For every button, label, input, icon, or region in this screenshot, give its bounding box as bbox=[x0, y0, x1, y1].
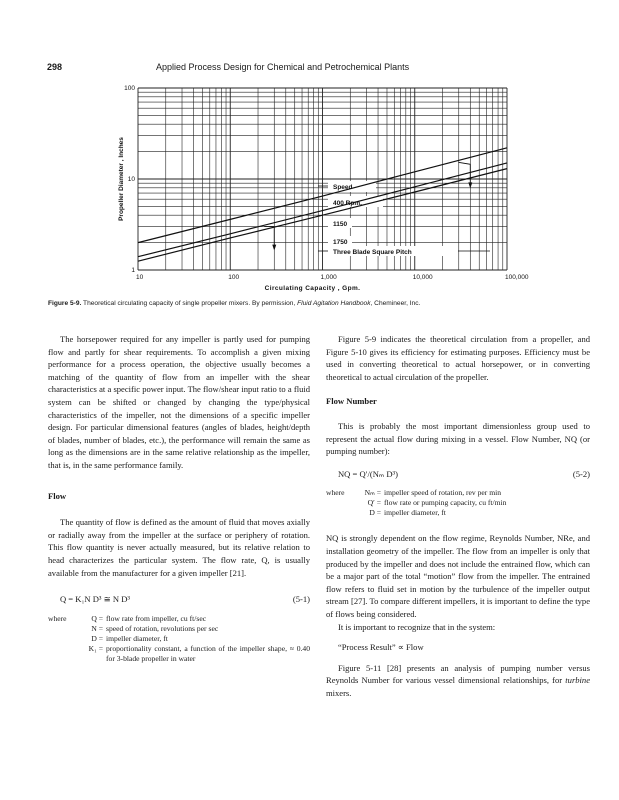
right-column bbox=[326, 333, 590, 699]
def-text: impeller speed of rotation, rev per min bbox=[384, 488, 502, 498]
equation-number: (5-1) bbox=[292, 594, 310, 605]
y-tick-label: 100 bbox=[124, 85, 135, 92]
def-symbol: Nₘ = bbox=[364, 488, 381, 498]
chart-annotation: 400 Rpm. bbox=[333, 200, 362, 207]
section-heading-flow-number: Flow Number bbox=[326, 396, 377, 407]
where-label: where bbox=[326, 488, 345, 498]
chart-annotation: 1750 bbox=[333, 239, 348, 246]
def-text: proportionality constant, a function of the impeller shape, ≈ 0.40 for 3-blade propeller in water bbox=[106, 643, 310, 663]
figure-label: Figure 5-9. bbox=[48, 300, 82, 307]
definitions-list bbox=[326, 488, 590, 518]
chart-annotation: 1150 bbox=[333, 221, 348, 228]
def-symbol: N = bbox=[91, 623, 103, 633]
x-tick-label: 10,000 bbox=[412, 274, 433, 281]
equation-5-1 bbox=[48, 593, 310, 606]
x-axis-label: Circulating Capacity , Gpm. bbox=[264, 285, 361, 292]
def-text: impeller diameter, ft bbox=[384, 508, 446, 518]
relation: “Process Result” ∝ Flow bbox=[338, 642, 424, 653]
paragraph: The horsepower required for any impeller is partly used for pumping flow and partly for shear requirements. To accomplish a given mixing performance for a process operation, the objective usually becomes a matching of the quantity of flow from an impeller with the shear characteristics at a specific power input. The flow/shear input ratio to a fluid system can be shifted or changed by changing the type/physical characteristics of the impeller, not the dimensions of a specific impeller design. For particular dimensional features (angles of blades, height/depth of blades, number of blades, etc.), the performance will remain the same as long as the dimensions are in the same relative relationship as the impeller, that is, in the same performance family. bbox=[48, 334, 310, 470]
equation-body: Q = K₁N D³ ≅ N D³ bbox=[60, 594, 130, 605]
paragraph: NQ is strongly dependent on the flow regime, Reynolds Number, NRe, and installation geometry of the impeller. The flow from an impeller is only that produced by the impeller and does not include the entrained flow, which can be a major part of the total “motion” flow from the impeller. The entrained flow refers to fluid set in motion by the turbulence of the impeller output stream [27]. To compare different impellers, it is important to define the type of flows being considered. bbox=[326, 533, 590, 619]
x-tick-label: 10 bbox=[136, 274, 144, 281]
running-title: Applied Process Design for Chemical and Petrochemical Plants bbox=[156, 62, 410, 72]
def-text: speed of rotation, revolutions per sec bbox=[106, 623, 219, 633]
equation-5-2 bbox=[326, 468, 590, 481]
def-symbol: Q′ = bbox=[367, 498, 381, 508]
page-number: 298 bbox=[47, 62, 63, 72]
paragraph: Figure 5-9 indicates the theoretical circulation from a propeller, and Figure 5-10 gives its efficiency for estimating purposes. Efficiency must be used in converting theoretical to actual horsepower, or in converting theoretical to actual circulation of the propeller. bbox=[326, 334, 590, 382]
chart-annotation: Speed bbox=[333, 184, 353, 191]
paragraph: This is probably the most important dimensionless group used to represent the actual flow during mixing in a vessel. Flow Number, NQ (or pumping number): bbox=[326, 420, 590, 457]
y-axis-label: Propeller Diameter , Inches bbox=[118, 137, 125, 221]
x-tick-label: 100 bbox=[228, 274, 240, 281]
section-heading-flow: Flow bbox=[48, 490, 67, 501]
equation-body: NQ = Q′/(Nₘ D³) bbox=[338, 468, 398, 479]
caption-tail: , Chemineer, Inc. bbox=[370, 300, 421, 307]
equation-number: (5-2) bbox=[572, 468, 590, 479]
x-tick-label: 100,000 bbox=[505, 274, 529, 281]
page-header bbox=[0, 62, 619, 76]
def-symbol: K₁ = bbox=[88, 643, 103, 653]
figure-5-9-chart bbox=[0, 78, 619, 293]
def-symbol: D = bbox=[369, 508, 381, 518]
def-text: flow rate or pumping capacity, cu ft/min bbox=[384, 498, 507, 508]
def-symbol: Q = bbox=[91, 613, 103, 623]
paragraph: Figure 5-11 [28] presents an analysis of pumping number versus Reynolds Number for various vessel dimensional relationships, for turbine mixers. bbox=[326, 662, 590, 698]
def-text: flow rate from impeller, cu ft/sec bbox=[106, 613, 207, 623]
y-tick-label: 1 bbox=[131, 267, 135, 274]
x-tick-label: 1,000 bbox=[320, 274, 337, 281]
where-label: where bbox=[48, 613, 67, 623]
left-column bbox=[48, 333, 310, 664]
log-log-chart bbox=[0, 78, 619, 293]
paragraph: It is important to recognize that in the system: bbox=[338, 621, 496, 632]
definitions-list bbox=[48, 614, 310, 664]
paragraph: The quantity of flow is defined as the amount of fluid that moves axially or radially away from the impeller at the surface or periphery of rotation. This flow quantity is never actually measured, but its relative relation to head characterizes the particular system. The flow rate, Q, is usually available from the manufacturer for a given impeller [21]. bbox=[48, 517, 310, 578]
caption-source: Fluid Agitation Handbook bbox=[297, 300, 371, 307]
figure-caption bbox=[48, 300, 588, 307]
def-symbol: D = bbox=[91, 633, 103, 643]
caption-text: Theoretical circulating capacity of single propeller mixers. By permission, bbox=[81, 300, 298, 307]
chart-annotation: Three Blade Square Pitch bbox=[333, 249, 412, 256]
def-text: impeller diameter, ft bbox=[106, 633, 168, 643]
y-tick-label: 10 bbox=[127, 176, 135, 183]
